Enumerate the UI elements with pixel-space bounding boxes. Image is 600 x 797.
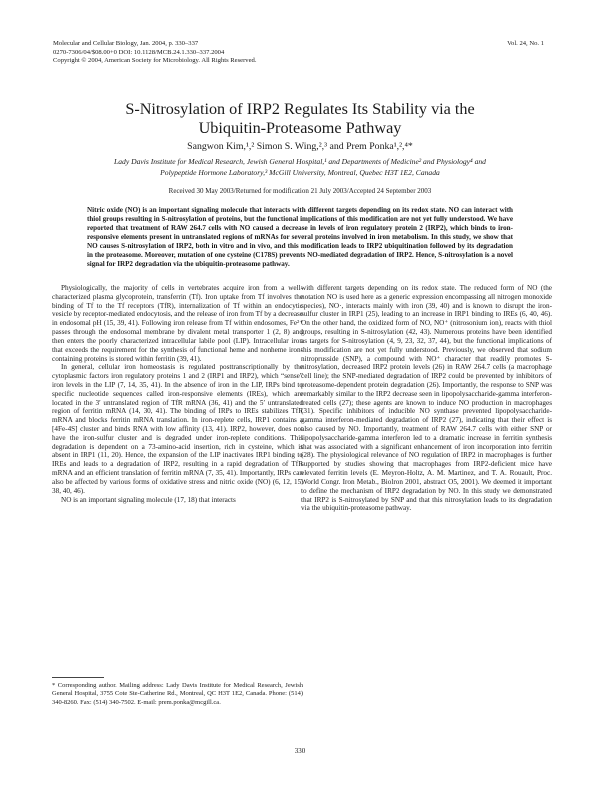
footnote-divider xyxy=(52,677,104,678)
article-title xyxy=(40,100,560,138)
title-line-1: S-Nitrosylation of IRP2 Regulates Its Stability via the xyxy=(125,100,475,118)
affiliation-line-1: Lady Davis Institute for Medical Research, Jewish General Hospital,¹ and Departments of Medicine² and Physiology⁴ and xyxy=(114,157,486,166)
body-paragraph: with different targets depending on its redox state. The reduced form of NO (the notation NO is used here as a generic expression encompassing all nitrogen monoxide species), NO·, interacts mainly with iron (39, 40) and is known to disrupt the iron-sulfur cluster in IRP1 (25), leading to an increase in IRP1 binding to IREs (6, 40, 46). On the other hand, the oxidized form of NO, NO⁺ (nitrosonium ion), reacts with thiol groups, resulting in S-nitrosylation (42, 43). Numerous proteins have been identified as targets for S-nitrosylation (4, 9, 23, 32, 37, 44), but the functional implications of this modification are not yet fully understood. Previously, we observed that sodium nitroprusside (SNP), a compound with NO⁺ character that readily promotes S-nitrosylation, decreased IRP2 protein levels (26) in RAW 264.7 cells (a macrophage cell line); the SNP-mediated degradation of IRP2 could be prevented by inhibitors of proteasome-dependent protein degradation (26). Importantly, the response to SNP was remarkably similar to the IRP2 decrease seen in lipopolysaccharide-gamma interferon-treated cells (27); these agents are known to induce NO production in macrophages (31). Specific inhibitors of inducible NO synthase prevented lipopolysaccharide-gamma interferon-mediated degradation of IRP2 (27), indicating that their effect is also caused by NO. Importantly, treatment of RAW 264.7 cells with either SNP or lipopolysaccharide-gamma interferon led to a dramatic increase in ferritin synthesis that was associated with a significant enhancement of iron incorporation into ferritin (28). The physiological relevance of NO regulation of IRP2 in macrophages is further supported by studies showing that macrophages from IRP2-deficient mice have elevated ferritin levels (E. Meyron-Holtz, A. M. Martinez, and T. A. Rouault, Proc. World Congr. Iron Metab., Biolron 2001, abstract O5, 2001). We deemed it important to define the mechanism of IRP2 degradation by NO. In this study we demonstrated that IRP2 is S-nitrosylated by SNP and that this nitrosylation leads to its degradation via the ubiquitin-proteasome pathway. xyxy=(301,284,552,513)
body-paragraph: NO is an important signaling molecule (17, 18) that interacts xyxy=(61,495,236,504)
header-left xyxy=(53,40,256,66)
issn-line: 0270-7306/04/$08.00+0 DOI: 10.1128/MCB.24.1.330–337.2004 xyxy=(53,48,225,56)
page-number: 330 xyxy=(294,747,306,755)
received-dates: Received 30 May 2003/Returned for modification 21 July 2003/Accepted 24 September 2003 xyxy=(168,187,432,195)
journal-line: Molecular and Cellular Biology, Jan. 2004, p. 330–337 xyxy=(53,40,199,47)
copyright-line: Copyright © 2004, American Society for Microbiology. All Rights Reserved. xyxy=(53,57,257,65)
affiliations xyxy=(60,157,540,178)
body-paragraph: Physiologically, the majority of cells in vertebrates acquire iron from a well-characterized plasma glycoprotein, transferrin (Tf). Iron uptake from Tf involves the binding of Tf to the Tf receptors (TfR), internalization of Tf within an endocytic vesicle by receptor-mediated endocytosis, and the release of iron from Tf by a decrease in endosomal pH (15, 39, 41). Following iron release from Tf within endosomes, Fe²⁺ passes through the endosomal membrane by divalent metal transporter 1 (2, 8) and then enters the poorly characterized intracellular labile pool (LIP). Intracellular iron that exceeds the requirement for the synthesis of functional heme and nonheme iron-containing proteins is stored within ferritin (39, 41). xyxy=(52,284,303,363)
title-line-2: Ubiquitin-Proteasome Pathway xyxy=(198,119,402,137)
body-paragraph: In general, cellular iron homeostasis is regulated posttranscriptionally by the cytoplasmic factors iron regulatory proteins 1 and 2 (IRP1 and IRP2), which “sense” iron levels in the LIP (7, 14, 35, 41). In the absence of iron in the LIP, IRPs bind to specific nucleotide sequences called iron-responsive elements (IREs), which are located in the 3′ untranslated region of TfR mRNA (36, 41) and the 5′ untranslated region of ferritin mRNA (14, 30, 41). The binding of IRPs to IREs stabilizes TfR mRNA and blocks ferritin mRNA translation. In iron-replete cells, IRP1 contains a [4Fe-4S] cluster and binds RNA with low affinity (13, 41). IRP2, however, does not have the iron-sulfur cluster and is degraded under iron-replete conditions. This degradation is dependent on a 73-amino-acid insertion, rich in cysteine, which is absent in IRP1 (11, 20). Hence, the expansion of the LIP inactivates IRP1 binding to IREs and leads to a degradation of IRP2, resulting in a rapid degradation of TfR mRNA and an efficient translation of ferritin mRNA (7, 35, 41). Importantly, IRPs can also be affected by various forms of oxidative stress and nitric oxide (NO) (6, 12, 15, 38, 40, 46). xyxy=(52,363,303,495)
corresponding-author-footnote: * Corresponding author. Mailing address: Lady Davis Institute for Medical Research, Jewish General Hospital, 3755 Cote Ste-Catherine Rd., Montreal, QC H3T 1E2, Canada. Phone: (514) 340-8260. Fax: (514) 340-7502. E-mail: prem.ponka@mcgill.ca. xyxy=(52,682,303,706)
left-column xyxy=(52,284,303,504)
abstract: Nitric oxide (NO) is an important signaling molecule that interacts with different targets depending on its redox state. NO can interact with thiol groups resulting in S-nitrosylation of proteins, but the functional implications of this modification are not yet fully understood. We have reported that treatment of RAW 264.7 cells with NO caused a decrease in levels of iron regulatory protein 2 (IRP2), which binds to iron-responsive elements present in untranslated regions of mRNAs for several proteins involved in iron metabolism. In this study, we show that NO causes S-nitrosylation of IRP2, both in vitro and in vivo, and this modification leads to IRP2 ubiquitination followed by its degradation in the proteasome. Moreover, mutation of one cysteine (C178S) prevents NO-mediated degradation of IRP2. Hence, S-nitrosylation is a novel signal for IRP2 degradation via the ubiquitin-proteasome pathway. xyxy=(87,206,513,268)
right-column xyxy=(301,284,552,513)
volume-label: Vol. 24, No. 1 xyxy=(507,40,544,47)
affiliation-line-2: Polypeptide Hormone Laboratory,³ McGill University, Montreal, Quebec H3T 1E2, Canada xyxy=(160,167,440,177)
author-list: Sangwon Kim,¹,² Simon S. Wing,²,³ and Prem Ponka¹,²,⁴* xyxy=(187,141,413,152)
